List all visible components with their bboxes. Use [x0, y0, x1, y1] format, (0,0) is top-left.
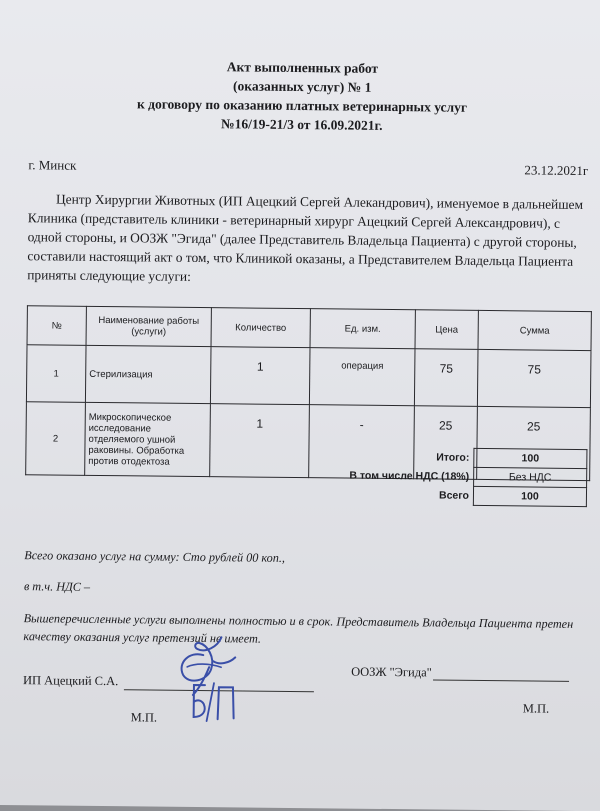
right-signatory: ООЗЖ "Эгида"	[351, 664, 432, 680]
handwritten-initials	[191, 681, 239, 724]
closing-line-1: Вышеперечисленные услуги выполнены полностью и в срок. Представитель Владельца Пациента претен	[23, 611, 574, 631]
header-price: Цена	[415, 310, 478, 350]
grand-total-value: 100	[473, 486, 586, 506]
row-sum: 25	[477, 406, 591, 480]
row-price: 25	[414, 406, 478, 480]
table-header-row	[27, 306, 591, 351]
row-sum: 75	[477, 349, 591, 407]
title-line-1: Акт выполненных работ	[226, 59, 379, 76]
document-date: 23.12.2021г	[524, 162, 589, 179]
left-signatory: ИП Ацецкий С.А.	[22, 673, 119, 689]
vat-note: в т.ч. НДС –	[23, 579, 91, 594]
row-name: Стерилизация	[85, 345, 211, 403]
total-value: 100	[474, 448, 587, 468]
sum-in-words: Всего оказано услуг на сумму: Сто рублей 00 коп.,	[24, 548, 286, 565]
intro-paragraph: Центр Хирургии Животных (ИП Ацецкий Сергей Алекандрович), именуемое в дальнейшем Клиника (представитель клиники - ветеринарный хирург Ацецкий Сергей Александрович), с одной стороны, и ООЗЖ "Эгида" (далее Представитель Владельца Пациента) с другой стороны, составили настоящий акт о том, что Клиникой оказаны, а Представителем Владельца Пациента приняты следующие услуги:	[27, 191, 584, 284]
totals-table	[313, 446, 588, 507]
vat-label: В том числе НДС (18%)	[349, 469, 470, 483]
document-title	[0, 55, 600, 137]
row-num: 2	[26, 402, 86, 476]
totals-row	[313, 485, 587, 507]
stamp-place-right: М.П.	[522, 701, 550, 716]
title-line-3: к договору по оказанию платных ветеринарных услуг	[136, 96, 468, 115]
header-name: Наименование работы (услуги)	[86, 306, 211, 346]
row-qty: 1	[210, 404, 310, 478]
right-signature-line	[433, 679, 569, 681]
header-qty: Количество	[211, 308, 310, 348]
header-num: №	[27, 306, 86, 346]
row-price: 75	[414, 349, 478, 407]
total-label: Итого:	[436, 451, 470, 464]
stamp-place-left: М.П.	[130, 710, 158, 725]
grand-total-label: Всего	[438, 489, 470, 502]
title-line-4: №16/19-21/3 от 16.09.2021г.	[221, 116, 383, 133]
vat-value: Без НДС	[474, 467, 587, 487]
row-name: Микроскопическое исследование отделяемого ушной раковины. Обработка против отодектоза	[85, 402, 211, 476]
row-num: 1	[26, 345, 86, 403]
row-qty: 1	[210, 347, 310, 405]
header-sum: Сумма	[478, 310, 591, 350]
row-unit: операция	[309, 348, 415, 406]
row-unit: -	[309, 405, 415, 479]
place: г. Минск	[28, 157, 77, 173]
closing-line-2: качеству оказания услуг претензий не имеет.	[23, 629, 262, 646]
title-line-2: (оказанных услуг) № 1	[233, 78, 372, 95]
header-unit: Ед. изм.	[310, 309, 415, 349]
table-row	[26, 345, 591, 408]
